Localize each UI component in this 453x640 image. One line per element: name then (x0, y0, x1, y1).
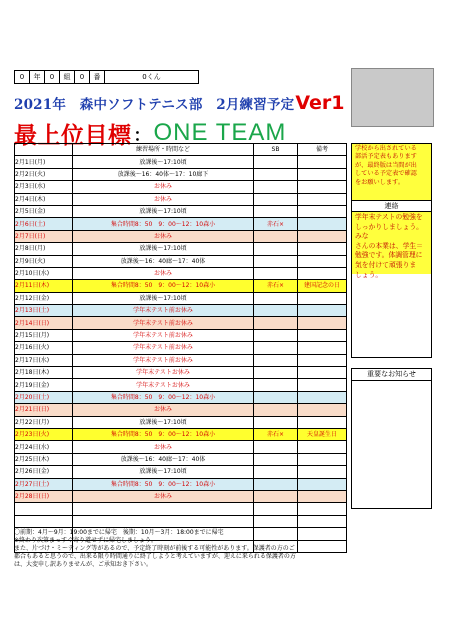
sb-cell (254, 515, 298, 527)
place-cell: 集合時間8：50 9：00～12：10森小 (73, 218, 254, 230)
grade-value: 0 (15, 71, 30, 83)
schedule-note-line: している予定表で確認 (355, 170, 417, 178)
table-row (15, 243, 347, 255)
note-cell (298, 342, 347, 354)
footer-notes (14, 529, 434, 569)
sb-cell (254, 267, 298, 279)
important-heading: 重要なお知らせ (352, 369, 431, 381)
footer-line: 〇前期：4月～9月：19:00までに帰宅 後期：10月～3月：18:00までに帰宅 (14, 529, 224, 536)
place-cell: お休み (73, 267, 254, 279)
place-cell: 放課後～17:10頃 (73, 156, 254, 168)
contact-line: 勉強です。体調管理に (355, 251, 423, 260)
place-cell: お休み (73, 404, 254, 416)
date-cell: 2月26日(金) (15, 466, 73, 478)
note-cell (298, 156, 347, 168)
number-value: 0 (75, 71, 90, 83)
note-cell (298, 503, 347, 515)
date-cell: 2月20日(土) (15, 391, 73, 403)
sb-cell (254, 292, 298, 304)
schedule-body (15, 156, 347, 553)
date-cell: 2月10日(水) (15, 267, 73, 279)
note-cell (298, 453, 347, 465)
place-cell: 放課後～16：40廊～17：40体 (73, 255, 254, 267)
contact-line: 気を付けて頑張りま (355, 260, 417, 269)
sb-cell (254, 367, 298, 379)
table-row (15, 391, 347, 403)
note-cell (298, 168, 347, 180)
date-cell: 2月27日(土) (15, 478, 73, 490)
contact-box (351, 143, 432, 358)
photo-placeholder (351, 68, 434, 127)
note-cell (298, 441, 347, 453)
place-cell: 集合時間8：50 9：00～12：10森小 (73, 428, 254, 440)
goal-colon: ： (133, 125, 151, 146)
note-cell (298, 329, 347, 341)
place-cell: 学年末テスト前お休み (73, 329, 254, 341)
sb-cell: 赤石× (254, 280, 298, 292)
table-row (15, 230, 347, 242)
sb-cell (254, 243, 298, 255)
sb-cell (254, 478, 298, 490)
place-cell: 学年末テスト前お休み (73, 305, 254, 317)
date-cell: 2月23日(火) (15, 428, 73, 440)
date-cell: 2月14日(日) (15, 317, 73, 329)
student-info-box (14, 70, 199, 84)
date-cell: 2月1日(月) (15, 156, 73, 168)
header-place: 練習場所・時間など (73, 144, 254, 156)
title-version: Ver1 (295, 92, 345, 114)
note-cell (298, 317, 347, 329)
place-cell: お休み (73, 230, 254, 242)
sb-cell (254, 404, 298, 416)
sb-cell (254, 453, 298, 465)
place-cell: 放課後～16：40体～17：10廊下 (73, 168, 254, 180)
note-cell (298, 466, 347, 478)
table-row (15, 478, 347, 490)
place-cell: 学年末テストお休み (73, 379, 254, 391)
place-cell: お休み (73, 490, 254, 502)
note-cell (298, 230, 347, 242)
place-cell: 放課後～17:10頃 (73, 292, 254, 304)
sb-cell (254, 156, 298, 168)
sb-cell: 赤石× (254, 428, 298, 440)
contact-line: しょう。 (355, 270, 383, 279)
place-cell: 集合時間8：50 9：00～12：10森小 (73, 280, 254, 292)
sb-cell (254, 205, 298, 217)
schedule-note-line: をお願いします。 (355, 178, 405, 186)
note-cell (298, 267, 347, 279)
schedule-table (14, 143, 347, 553)
sb-cell (254, 354, 298, 366)
student-name: 0くん (142, 73, 161, 81)
table-row (15, 354, 347, 366)
table-row (15, 453, 347, 465)
table-row (15, 305, 347, 317)
table-row (15, 292, 347, 304)
sb-cell (254, 168, 298, 180)
note-cell (298, 379, 347, 391)
note-cell (298, 292, 347, 304)
schedule-note-line: 学校から出されている (355, 145, 417, 152)
date-cell: 2月18日(木) (15, 367, 73, 379)
table-row (15, 342, 347, 354)
table-row (15, 515, 347, 527)
note-cell (298, 255, 347, 267)
table-row (15, 490, 347, 502)
header-note: 備考 (298, 144, 347, 156)
note-cell (298, 243, 347, 255)
contact-body (352, 212, 431, 279)
date-cell: 2月11日(木) (15, 280, 73, 292)
table-row (15, 466, 347, 478)
note-cell (298, 205, 347, 217)
place-cell: 放課後～16：40廊～17：40体 (73, 453, 254, 465)
place-cell: お休み (73, 441, 254, 453)
table-row (15, 404, 347, 416)
footer-line: は、大変申し訳ありませんが、ご承知おき下さい。 (14, 561, 153, 568)
goal-label: 最上位目標 (14, 122, 132, 149)
note-cell (298, 515, 347, 527)
date-cell: 2月13日(土) (15, 305, 73, 317)
sb-cell (254, 193, 298, 205)
table-row (15, 205, 347, 217)
date-cell: 2月24日(水) (15, 441, 73, 453)
date-cell: 2月12日(金) (15, 292, 73, 304)
place-cell: 学年末テスト前お休み (73, 317, 254, 329)
place-cell: 学年末テストお休み (73, 367, 254, 379)
sb-cell (254, 317, 298, 329)
sb-cell (254, 490, 298, 502)
date-cell: 2月25日(木) (15, 453, 73, 465)
sb-cell (254, 391, 298, 403)
date-cell: 2月3日(水) (15, 181, 73, 193)
note-cell (298, 404, 347, 416)
sb-cell (254, 342, 298, 354)
table-row (15, 428, 347, 440)
place-cell: 放課後～17:10頃 (73, 416, 254, 428)
date-cell: 2月2日(火) (15, 168, 73, 180)
note-cell (298, 181, 347, 193)
contact-line: さんの本業は、学生＝ (355, 241, 423, 250)
sb-cell (254, 379, 298, 391)
sb-cell (254, 329, 298, 341)
date-cell (15, 503, 73, 515)
sb-cell (254, 181, 298, 193)
date-cell: 2月15日(月) (15, 329, 73, 341)
date-cell: 2月17日(水) (15, 354, 73, 366)
note-cell (298, 391, 347, 403)
table-row (15, 181, 347, 193)
date-cell: 2月21日(日) (15, 404, 73, 416)
place-cell (73, 503, 254, 515)
header-date (15, 144, 73, 156)
place-cell: 放課後～17:10頃 (73, 205, 254, 217)
sb-cell (254, 230, 298, 242)
sb-cell: 赤石× (254, 218, 298, 230)
class-value: 0 (45, 71, 60, 83)
note-cell (298, 490, 347, 502)
title-main: 2021年 森中ソフトテニス部 2月練習予定 (14, 97, 295, 113)
date-cell: 2月22日(月) (15, 416, 73, 428)
note-cell: 建国記念の日 (298, 280, 347, 292)
note-cell (298, 218, 347, 230)
schedule-note-line: 部活予定表もありますが、最終版は当間が出 (355, 153, 417, 169)
note-cell (298, 416, 347, 428)
table-row (15, 367, 347, 379)
date-cell: 2月6日(土) (15, 218, 73, 230)
sb-cell (254, 416, 298, 428)
place-cell: お休み (73, 193, 254, 205)
table-row (15, 168, 347, 180)
table-row (15, 218, 347, 230)
date-cell (15, 515, 73, 527)
table-row (15, 416, 347, 428)
table-row (15, 441, 347, 453)
table-row (15, 193, 347, 205)
note-cell (298, 367, 347, 379)
date-cell: 2月19日(金) (15, 379, 73, 391)
contact-line: しっかりしましょう。みな (355, 222, 423, 241)
date-cell: 2月7日(日) (15, 230, 73, 242)
grade-label: 年 (30, 71, 45, 83)
table-row (15, 280, 347, 292)
sb-cell (254, 255, 298, 267)
schedule-note (352, 144, 431, 200)
number-label: 番 (90, 71, 105, 83)
important-box (351, 368, 432, 509)
date-cell: 2月4日(木) (15, 193, 73, 205)
footer-line: また、片づけ・ミーティング等があるので、予定終了時刻が前後する可能性があります。保護者の方のご (14, 545, 295, 552)
table-row (15, 379, 347, 391)
table-row (15, 255, 347, 267)
note-cell: 天皇誕生日 (298, 428, 347, 440)
date-cell: 2月9日(火) (15, 255, 73, 267)
note-cell (298, 478, 347, 490)
sb-cell (254, 466, 298, 478)
note-cell (298, 193, 347, 205)
footer-line: ※終わり次第まっすぐ寄り道せずに帰宅しましょう。 (14, 537, 158, 544)
place-cell: 学年末テスト前お休み (73, 354, 254, 366)
table-row (15, 156, 347, 168)
contact-heading: 連絡 (352, 200, 431, 212)
place-cell: 放課後～17:10頃 (73, 466, 254, 478)
date-cell: 2月16日(火) (15, 342, 73, 354)
table-header-row (15, 144, 347, 156)
class-label: 組 (60, 71, 75, 83)
place-cell: お休み (73, 181, 254, 193)
table-row (15, 317, 347, 329)
header-sb: SB (254, 144, 298, 156)
table-row (15, 329, 347, 341)
sb-cell (254, 441, 298, 453)
sb-cell (254, 503, 298, 515)
place-cell: 集合時間8：50 9：00～12：10森小 (73, 478, 254, 490)
note-cell (298, 305, 347, 317)
page-title (14, 92, 344, 116)
place-cell: 学年末テスト前お休み (73, 342, 254, 354)
place-cell: 集合時間8：50 9：00～12：10森小 (73, 391, 254, 403)
contact-line: 学年末テストの勉強を (355, 213, 423, 221)
footer-line: 都合もあると思うので、出来る限り時間通りに終了しようと考えていますが、迎えに来られる保護者の方 (14, 553, 296, 560)
date-cell: 2月28日(日) (15, 490, 73, 502)
goal-text: ONE TEAM (153, 119, 287, 146)
place-cell: 放課後～17:10頃 (73, 243, 254, 255)
table-row (15, 503, 347, 515)
date-cell: 2月5日(金) (15, 205, 73, 217)
sb-cell (254, 305, 298, 317)
table-row (15, 267, 347, 279)
place-cell (73, 515, 254, 527)
date-cell: 2月8日(月) (15, 243, 73, 255)
note-cell (298, 354, 347, 366)
